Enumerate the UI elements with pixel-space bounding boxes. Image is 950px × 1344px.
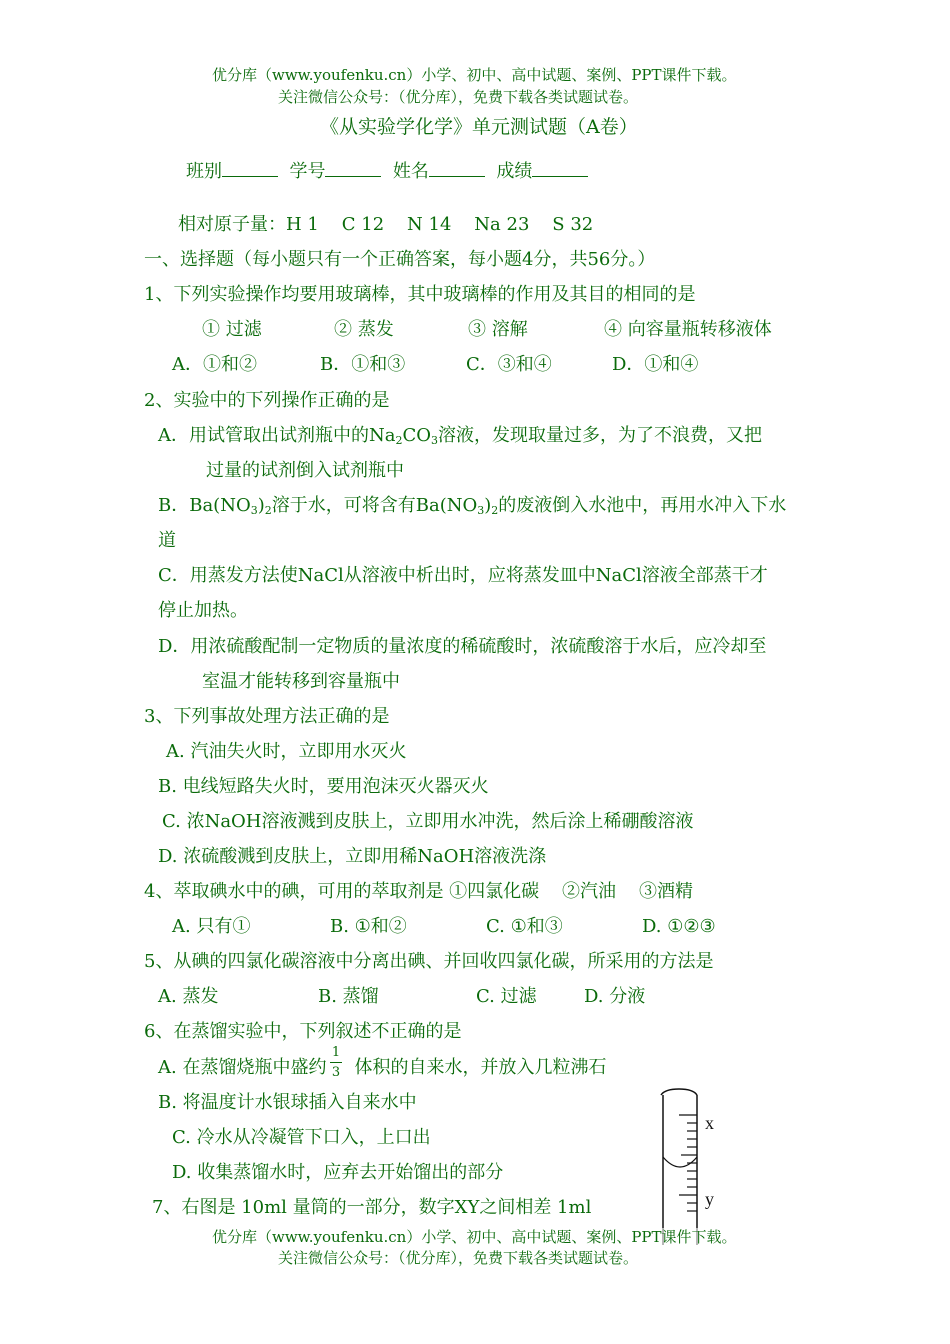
q1-item-1: ① 过滤 — [202, 319, 262, 340]
q2-option-b[interactable] — [158, 495, 786, 517]
fraction-bar — [330, 1062, 342, 1063]
q2-option-a[interactable] — [158, 425, 762, 447]
footer-line-2: 关注微信公众号：（优分库），免费下载各类试题试卷。 — [278, 1249, 639, 1267]
header-line-2: 关注微信公众号：（优分库），免费下载各类试题试卷。 — [278, 88, 639, 106]
q2-a-sub-2: 3 — [431, 434, 439, 447]
q5-option-a[interactable]: A. 蒸发 — [158, 986, 219, 1007]
q1-option-c[interactable]: C．③和④ — [466, 354, 552, 375]
q6-option-c[interactable]: C. 冷水从冷凝管下口入，上口出 — [172, 1127, 431, 1148]
graduated-cylinder-figure — [655, 1085, 735, 1250]
q3-option-a[interactable]: A. 汽油失火时，立即用水灭火 — [166, 741, 407, 762]
q2-b-sub-2: 2 — [264, 504, 272, 517]
name-label: 姓名 — [392, 161, 429, 182]
question-7-stem: 7、右图是 10ml 量筒的一部分，数字XY之间相差 1ml — [152, 1197, 592, 1218]
scale-ticks — [679, 1115, 697, 1211]
question-2-stem: 2、实验中的下列操作正确的是 — [144, 390, 390, 411]
cylinder-rim — [661, 1089, 697, 1095]
q4-option-b[interactable]: B. ①和② — [330, 916, 407, 937]
class-label: 班别 — [186, 161, 222, 182]
q5-option-d[interactable]: D. 分液 — [584, 986, 646, 1007]
q6-a-text-2: 体积的自来水，并放入几粒沸石 — [354, 1057, 607, 1078]
score-blank[interactable] — [532, 160, 588, 177]
q2-option-c[interactable]: C．用蒸发方法使NaCl从溶液中析出时，应将蒸发皿中NaCl溶液全部蒸干才 — [158, 565, 768, 586]
q5-option-b[interactable]: B. 蒸馏 — [318, 986, 379, 1007]
q2-option-b-cont: 道 — [158, 530, 176, 551]
q6-option-a[interactable] — [158, 1057, 606, 1079]
q3-option-c[interactable]: C. 浓NaOH溶液溅到皮肤上，立即用水冲洗，然后涂上稀硼酸溶液 — [162, 811, 694, 832]
student-id-label: 学号 — [289, 161, 326, 182]
q2-a-text-1: A．用试管取出试剂瓶中的Na — [158, 425, 396, 446]
q2-b-text-2: ) — [257, 495, 265, 516]
q1-item-4: ④ 向容量瓶转移液体 — [604, 319, 772, 340]
q4-option-c[interactable]: C. ①和③ — [486, 916, 563, 937]
q6-option-b[interactable]: B. 将温度计水银球插入自来水中 — [158, 1092, 417, 1113]
q2-option-c-cont: 停止加热。 — [158, 600, 248, 621]
liquid-meniscus — [663, 1157, 697, 1167]
q2-option-a-cont: 过量的试剂倒入试剂瓶中 — [206, 460, 404, 481]
q4-option-a[interactable]: A. 只有① — [172, 916, 251, 937]
question-3-stem: 3、下列事故处理方法正确的是 — [144, 706, 390, 727]
q6-option-d[interactable]: D. 收集蒸馏水时，应弃去开始馏出的部分 — [172, 1162, 504, 1183]
footer-line-1: 优分库（www.youfenku.cn）小学、初中、高中试题、案例、PPT课件下载。 — [212, 1228, 737, 1246]
q2-b-text-1: B．Ba(NO — [158, 495, 251, 516]
q2-option-d-cont: 室温才能转移到容量瓶中 — [202, 671, 400, 692]
q2-b-sub-4: 2 — [491, 504, 499, 517]
q6-a-text-1: A. 在蒸馏烧瓶中盛约 — [158, 1057, 327, 1078]
q2-b-text-4: ) — [484, 495, 492, 516]
q2-option-d[interactable]: D．用浓硫酸配制一定物质的量浓度的稀硫酸时，浓硫酸溶于水后，应冷却至 — [158, 636, 767, 657]
student-id-blank[interactable] — [325, 160, 381, 177]
q4-option-d[interactable]: D. ①②③ — [642, 916, 716, 937]
q1-option-d[interactable]: D．①和④ — [612, 354, 699, 375]
fraction-numerator: 1 — [331, 1045, 341, 1060]
question-5-stem: 5、从碘的四氯化碳溶液中分离出碘、并回收四氯化碳，所采用的方法是 — [144, 951, 714, 972]
section-heading: 一、选择题（每小题只有一个正确答案，每小题4分，共56分。） — [144, 249, 656, 270]
q2-b-text-3: 溶于水，可将含有Ba(NO — [271, 495, 478, 516]
q1-option-a[interactable]: A．①和② — [172, 354, 257, 375]
q2-b-text-5: 的废液倒入水池中，再用水冲入下水 — [498, 495, 787, 516]
q5-option-c[interactable]: C. 过滤 — [476, 986, 537, 1007]
question-1-stem: 1、下列实验操作均要用玻璃棒，其中玻璃棒的作用及其目的相同的是 — [144, 284, 696, 305]
student-info-row — [186, 160, 588, 183]
score-label: 成绩 — [496, 161, 533, 182]
q2-b-sub-1: 3 — [250, 504, 258, 517]
page-title: 《从实验学化学》单元测试题（A卷） — [320, 116, 638, 138]
fraction-denominator: 3 — [331, 1065, 341, 1080]
q1-item-2: ② 蒸发 — [334, 319, 394, 340]
q2-a-sub-1: 2 — [395, 434, 403, 447]
question-4-stem: 4、萃取碘水中的碘，可用的萃取剂是 ①四氯化碳 ②汽油 ③酒精 — [144, 881, 693, 902]
q2-a-text-2: CO — [402, 425, 432, 446]
q2-a-text-3: 溶液，发现取量过多，为了不浪费，又把 — [438, 425, 763, 446]
q1-item-3: ③ 溶解 — [468, 319, 528, 340]
header-line-1: 优分库（www.youfenku.cn）小学、初中、高中试题、案例、PPT课件下载。 — [212, 66, 737, 84]
q3-option-d[interactable]: D. 浓硫酸溅到皮肤上，立即用稀NaOH溶液洗涤 — [158, 846, 547, 867]
class-blank[interactable] — [222, 160, 278, 177]
q2-b-sub-3: 3 — [477, 504, 485, 517]
label-x: x — [705, 1113, 714, 1133]
q3-option-b[interactable]: B. 电线短路失火时，要用泡沫灭火器灭火 — [158, 776, 489, 797]
name-blank[interactable] — [429, 160, 485, 177]
q1-option-b[interactable]: B．①和③ — [320, 354, 406, 375]
atomic-mass: 相对原子量：H 1 C 12 N 14 Na 23 S 32 — [178, 214, 594, 235]
label-y: y — [705, 1189, 714, 1209]
question-6-stem: 6、在蒸馏实验中，下列叙述不正确的是 — [144, 1021, 462, 1042]
